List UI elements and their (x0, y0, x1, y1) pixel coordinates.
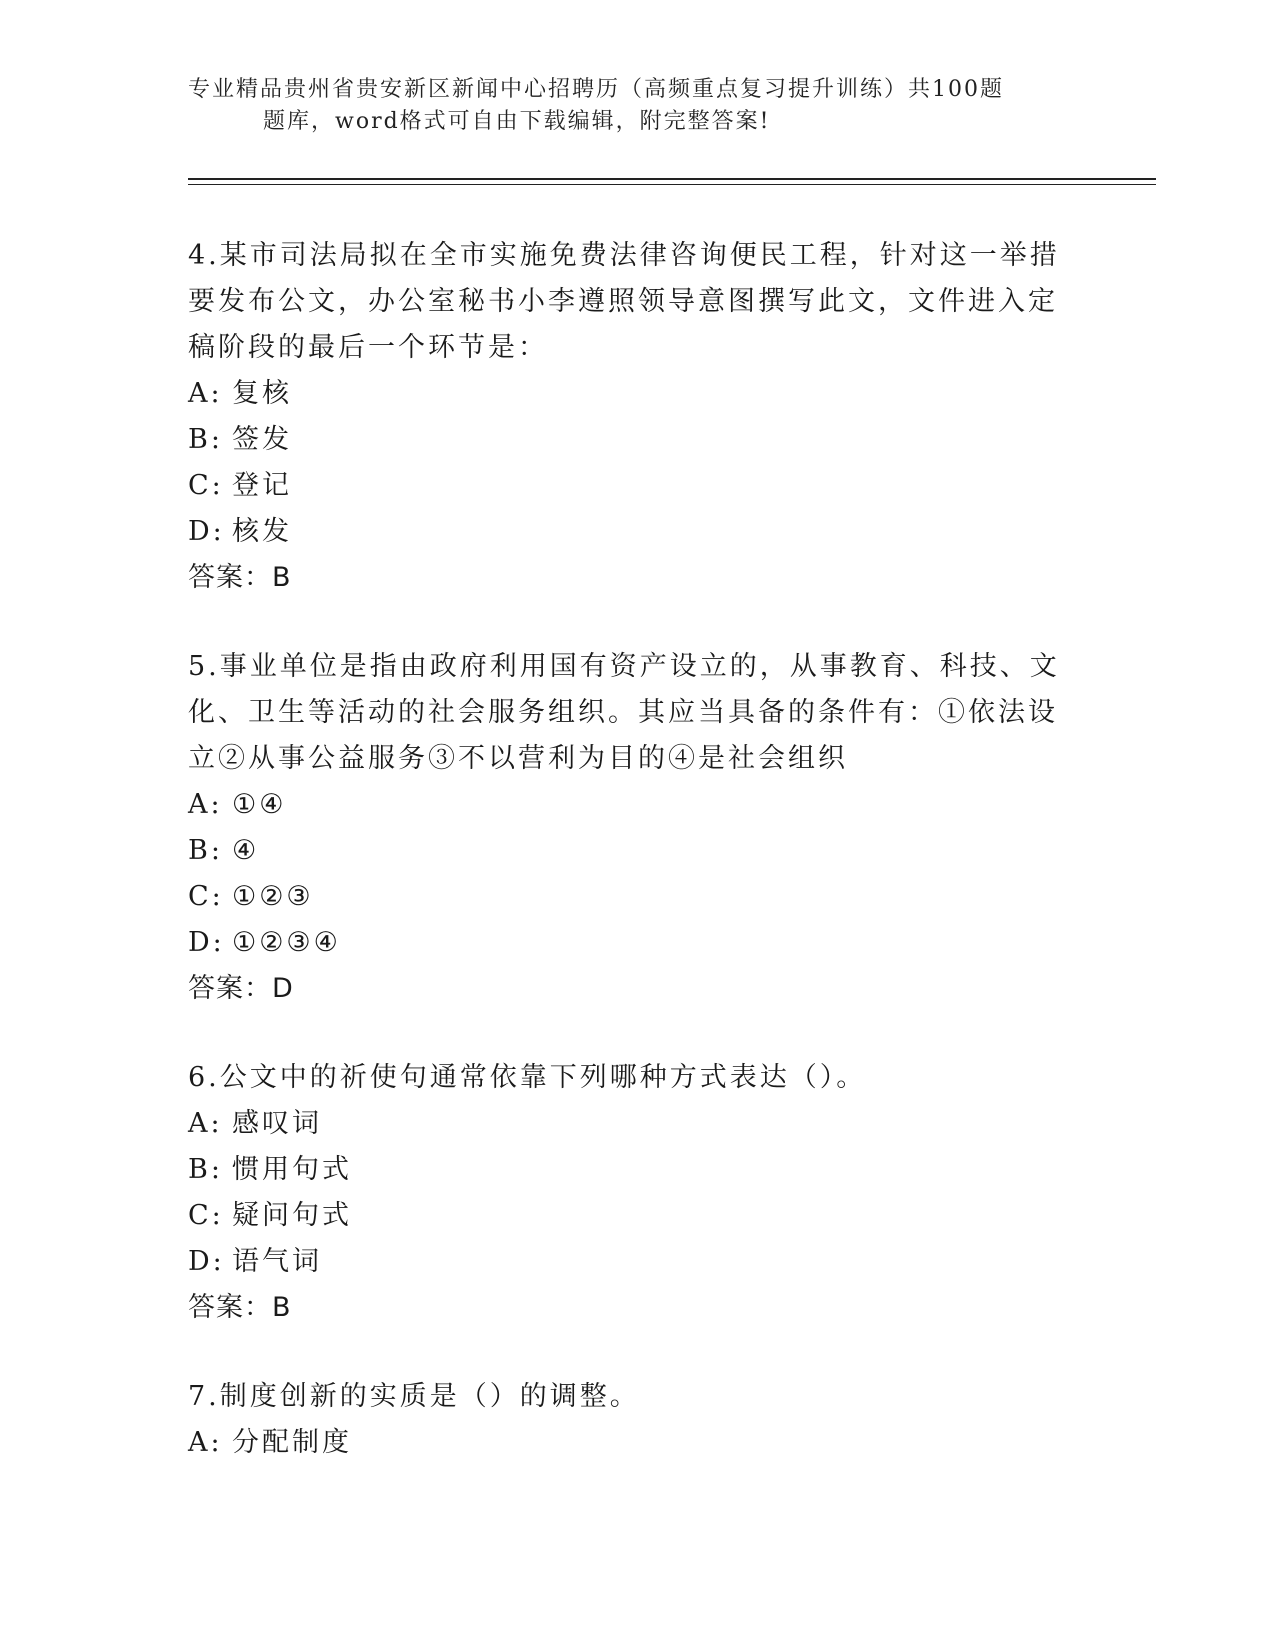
header-rule-thick (188, 178, 1156, 180)
option-b (188, 417, 1068, 463)
option-letter: C: (188, 1200, 224, 1231)
question-stem: 6.公文中的祈使句通常依靠下列哪种方式表达（）。 (188, 1062, 867, 1093)
option-text: 复核 (232, 378, 292, 409)
option-c (188, 1193, 1068, 1239)
option-letter: A: (188, 378, 223, 409)
question-list (188, 233, 1068, 1509)
option-b (188, 828, 1068, 874)
option-a (188, 1101, 1068, 1147)
document-header (188, 74, 1048, 138)
option-c (188, 874, 1068, 920)
option-c (188, 463, 1068, 509)
option-letter: C: (188, 881, 224, 912)
option-text: ①②③ (232, 881, 314, 912)
question-stem: 4.某市司法局拟在全市实施免费法律咨询便民工程，针对这一举措要发布公文，办公室秘书小李遵照领导意图撰写此文，文件进入定稿阶段的最后一个环节是： (188, 240, 1060, 363)
option-text: 签发 (232, 424, 292, 455)
option-b (188, 1147, 1068, 1193)
option-letter: A: (188, 789, 223, 820)
option-a (188, 782, 1068, 828)
option-text: ①②③④ (232, 927, 341, 958)
header-title-line1: 专业精品贵州省贵安新区新闻中心招聘历（高频重点复习提升训练）共100题 (188, 77, 1004, 102)
question-stem: 5.事业单位是指由政府利用国有资产设立的，从事教育、科技、文化、卫生等活动的社会服务组织。其应当具备的条件有：①依法设立②从事公益服务③不以营利为目的④是社会组织 (188, 651, 1060, 774)
option-letter: A: (188, 1108, 223, 1139)
answer-line: 答案：B (188, 562, 292, 593)
question-7 (188, 1374, 1068, 1466)
question-6 (188, 1055, 1068, 1331)
option-a (188, 1420, 1068, 1466)
option-letter: B: (188, 835, 223, 866)
option-letter: B: (188, 1154, 223, 1185)
option-letter: B: (188, 424, 223, 455)
option-text: 登记 (232, 470, 292, 501)
option-a (188, 371, 1068, 417)
question-4 (188, 233, 1068, 601)
header-title-line2: 题库，word格式可自由下载编辑，附完整答案! (263, 109, 771, 134)
option-text: 分配制度 (232, 1427, 352, 1458)
option-d (188, 1239, 1068, 1285)
question-5 (188, 644, 1068, 1012)
answer-line: 答案：D (188, 973, 294, 1004)
option-letter: A: (188, 1427, 223, 1458)
option-d (188, 509, 1068, 555)
option-text: 感叹词 (232, 1108, 322, 1139)
option-text: 惯用句式 (232, 1154, 352, 1185)
option-text: 疑问句式 (232, 1200, 352, 1231)
option-text: 语气词 (232, 1246, 322, 1277)
option-letter: C: (188, 470, 224, 501)
option-letter: D: (188, 516, 225, 547)
header-rule-thin (188, 184, 1156, 185)
option-text: ④ (232, 835, 260, 866)
option-text: ①④ (232, 789, 287, 820)
option-d (188, 920, 1068, 966)
option-letter: D: (188, 927, 225, 958)
option-text: 核发 (232, 516, 292, 547)
option-letter: D: (188, 1246, 225, 1277)
answer-line: 答案：B (188, 1292, 292, 1323)
question-stem: 7.制度创新的实质是（）的调整。 (188, 1381, 640, 1412)
